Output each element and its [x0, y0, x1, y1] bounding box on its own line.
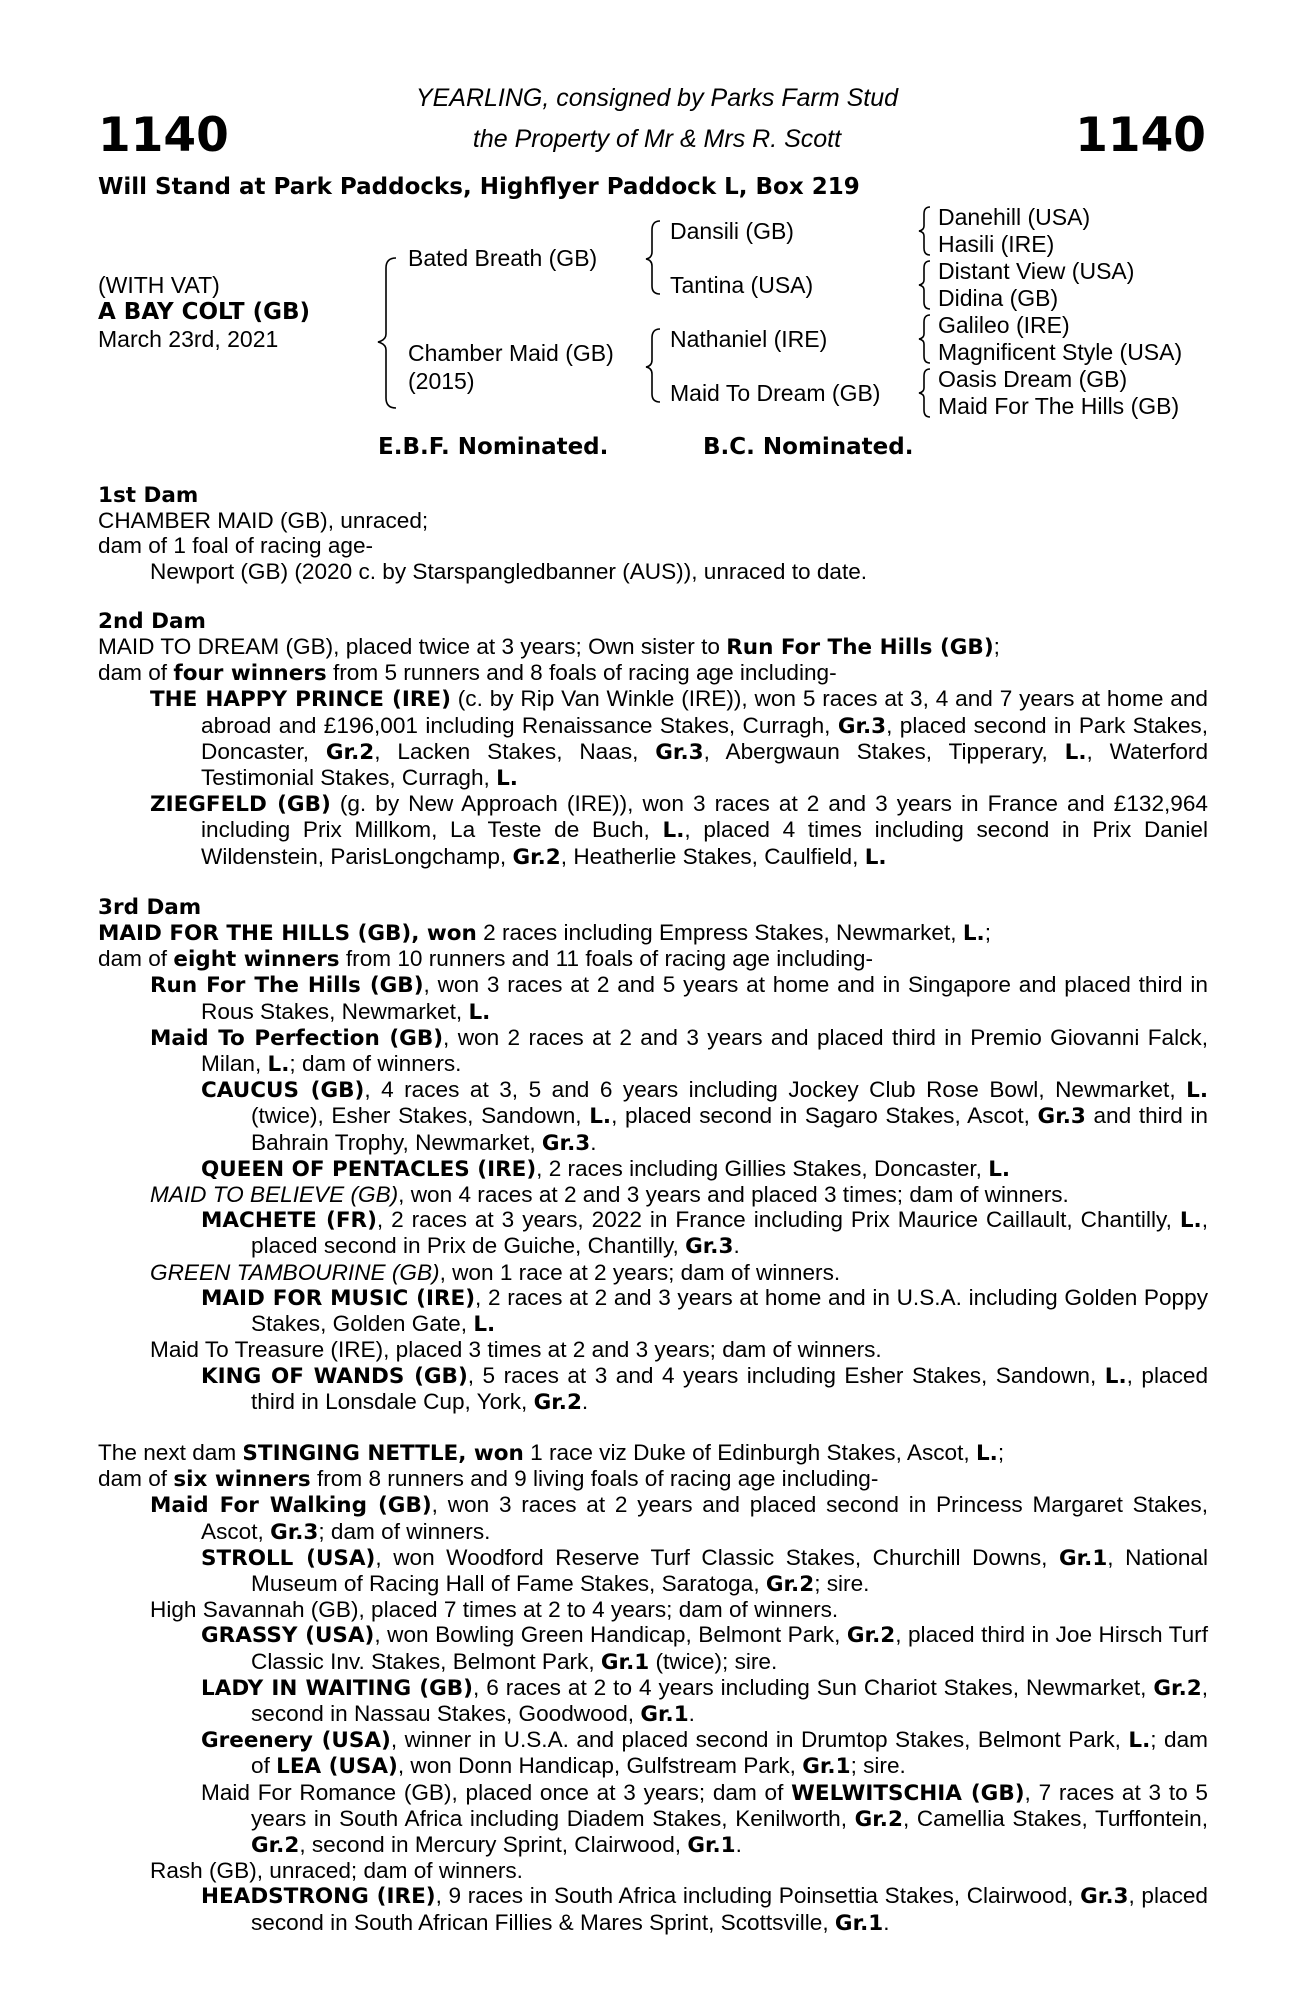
bracket-g3-4	[919, 369, 930, 417]
bracket-g3-3	[919, 315, 930, 363]
produce-maid-for-music: MAID FOR MUSIC (IRE), 2 races at 2 and 3 years at home and in U.S.A. including Golden Poppy Stakes, Golden Gate, L.	[201, 1284, 1208, 1338]
gen3-8: Maid For The Hills (GB)	[938, 393, 1180, 419]
bracket-g3-1	[919, 207, 930, 255]
foaling-date: March 23rd, 2021	[98, 326, 279, 352]
first-dam-heading: 1st Dam	[98, 483, 199, 508]
produce-grassy: GRASSY (USA), won Bowling Green Handicap, Belmont Park, Gr.2, placed third in Joe Hirsch Turf Classic Inv. Stakes, Belmont Park, Gr.1 (twice); sire.	[201, 1622, 1208, 1675]
stand-location: Will Stand at Park Paddocks, Highflyer Paddock L, Box 219	[98, 174, 860, 200]
produce-lady-in-waiting: LADY IN WAITING (GB), 6 races at 2 to 4 years including Sun Chariot Stakes, Newmarket, Gr.2, second in Nassau Stakes, Goodwood, Gr.1.	[201, 1674, 1208, 1727]
produce-caucus: CAUCUS (GB), 4 races at 3, 5 and 6 years including Jockey Club Rose Bowl, Newmarket, L. (twice), Esher Stakes, Sandown, L., placed second in Sagaro Stakes, Ascot, Gr.3 and third in Bahrain Trophy, Newmarket, Gr.3.	[201, 1077, 1208, 1156]
bracket-gen1	[378, 258, 396, 408]
produce-maid-to-perfection: Maid To Perfection (GB), won 2 races at 2 and 3 years and placed third in Premio Giovanni Falck, Milan, L.; dam of winners.	[150, 1024, 1208, 1078]
dam-dam: Maid To Dream (GB)	[670, 380, 881, 406]
produce-maid-to-believe: MAID TO BELIEVE (GB), won 4 races at 2 and 3 years and placed 3 times; dam of winners.	[150, 1182, 1069, 1208]
produce-the-happy-prince: THE HAPPY PRINCE (IRE) (c. by Rip Van Winkle (IRE)), won 5 races at 3, 4 and 7 years at home and abroad and £196,001 including Renaissance Stakes, Curragh, Gr.3, placed second in Park Stakes, Doncaster, Gr.2, Lacken Stakes, Naas, Gr.3, Abergwaun Stakes, Tipperary, L., Waterford Testimonial Stakes, Curragh, L.	[150, 686, 1209, 792]
gen3-6: Magnificent Style (USA)	[938, 339, 1183, 365]
sire-dam: Tantina (USA)	[670, 272, 814, 298]
bracket-sire	[646, 221, 660, 294]
consignment-line-2: the Property of Mr & Mrs R. Scott	[472, 125, 842, 153]
lot-number-left: 1140	[98, 108, 229, 163]
gen3-5: Galileo (IRE)	[938, 312, 1070, 338]
second-dam-record: dam of four winners from 5 runners and 8 foals of racing age including-	[98, 660, 837, 687]
produce-maid-for-walking: Maid For Walking (GB), won 3 races at 2 years and placed second in Princess Margaret Stakes, Ascot, Gr.3; dam of winners.	[150, 1492, 1208, 1545]
produce-run-for-the-hills: Run For The Hills (GB), won 3 races at 2 and 5 years at home and in Singapore and placed third in Rous Stakes, Newmarket, L.	[150, 972, 1208, 1025]
produce-stroll: STROLL (USA), won Woodford Reserve Turf Classic Stakes, Churchill Downs, Gr.1, National Museum of Racing Hall of Fame Stakes, Saratoga, Gr.2; sire.	[201, 1544, 1208, 1597]
second-dam-heading: 2nd Dam	[98, 608, 206, 634]
produce-greenery: Greenery (USA), winner in U.S.A. and placed second in Drumtop Stakes, Belmont Park, L.; dam of LEA (USA), won Donn Handicap, Gulfstream Park, Gr.1; sire.	[201, 1727, 1208, 1780]
produce-headstrong: HEADSTRONG (IRE), 9 races in South Africa including Poinsettia Stakes, Clairwood, Gr.3, placed second in South African Fillies & Mares Sprint, Scottsville, Gr.1.	[201, 1883, 1208, 1936]
bc-nomination: B.C. Nominated.	[703, 434, 914, 460]
dam: Chamber Maid (GB)	[408, 340, 614, 366]
consignment-line-1: YEARLING, consigned by Parks Farm Stud	[415, 84, 899, 112]
dam-year: (2015)	[408, 368, 475, 394]
produce-high-savannah: High Savannah (GB), placed 7 times at 2 to 4 years; dam of winners.	[150, 1597, 839, 1623]
third-dam-heading: 3rd Dam	[98, 894, 202, 920]
first-dam-produce: Newport (GB) (2020 c. by Starspangledbanner (AUS)), unraced to date.	[150, 558, 868, 584]
gen3-1: Danehill (USA)	[938, 204, 1091, 230]
gen3-3: Distant View (USA)	[938, 258, 1135, 284]
lot-number-right: 1140	[1075, 108, 1206, 163]
second-dam-intro: MAID TO DREAM (GB), placed twice at 3 years; Own sister to Run For The Hills (GB);	[98, 634, 1000, 661]
produce-green-tambourine: GREEN TAMBOURINE (GB), won 1 race at 2 years; dam of winners.	[150, 1259, 841, 1285]
gen3-2: Hasili (IRE)	[938, 231, 1055, 257]
bracket-dam	[646, 329, 660, 402]
sire-sire: Dansili (GB)	[670, 218, 794, 244]
first-dam-line1: CHAMBER MAID (GB), unraced;	[98, 508, 429, 534]
dam-sire: Nathaniel (IRE)	[670, 326, 828, 352]
bracket-g3-2	[919, 261, 930, 309]
next-dam-intro: The next dam STINGING NETTLE, won 1 race viz Duke of Edinburgh Stakes, Ascot, L.;	[98, 1439, 1005, 1466]
produce-king-of-wands: KING OF WANDS (GB), 5 races at 3 and 4 years including Esher Stakes, Sandown, L., placed third in Lonsdale Cup, York, Gr.2.	[201, 1362, 1209, 1415]
third-dam-intro: MAID FOR THE HILLS (GB), won 2 races including Empress Stakes, Newmarket, L.;	[98, 920, 991, 947]
gen3-4: Didina (GB)	[938, 285, 1059, 311]
produce-machete: MACHETE (FR), 2 races at 3 years, 2022 in France including Prix Maurice Caillault, Chantilly, L., placed second in Prix de Guiche, Chantilly, Gr.3.	[201, 1207, 1208, 1260]
catalogue-body	[98, 483, 1208, 1936]
produce-maid-for-romance: Maid For Romance (GB), placed once at 3 years; dam of WELWITSCHIA (GB), 7 races at 3 to 5 years in South Africa including Diadem Stakes, Kenilworth, Gr.2, Camellia Stakes, Turffontein, Gr.2, second in Mercury Sprint, Clairwood, Gr.1.	[201, 1779, 1208, 1858]
third-dam-record: dam of eight winners from 10 runners and 11 foals of racing age including-	[98, 946, 873, 973]
first-dam-line2: dam of 1 foal of racing age-	[98, 533, 374, 559]
sire: Bated Breath (GB)	[408, 245, 598, 271]
vat-note: (WITH VAT)	[98, 272, 220, 298]
produce-rash: Rash (GB), unraced; dam of winners.	[150, 1858, 523, 1884]
horse-name: A BAY COLT (GB)	[98, 299, 311, 325]
ebf-nomination: E.B.F. Nominated.	[378, 434, 609, 460]
produce-ziegfeld: ZIEGFELD (GB) (g. by New Approach (IRE)), won 3 races at 2 and 3 years in France and £132,964 including Prix Millkom, La Teste de Buch, L., placed 4 times including second in Prix Daniel Wildenstein, ParisLongchamp, Gr.2, Heatherlie Stakes, Caulfield, L.	[150, 791, 1209, 870]
produce-queen-of-pentacles: QUEEN OF PENTACLES (IRE), 2 races including Gillies Stakes, Doncaster, L.	[201, 1155, 1011, 1182]
next-dam-record: dam of six winners from 8 runners and 9 living foals of racing age including-	[98, 1466, 879, 1493]
produce-maid-to-treasure: Maid To Treasure (IRE), placed 3 times at 2 and 3 years; dam of winners.	[150, 1337, 882, 1363]
gen3-7: Oasis Dream (GB)	[938, 366, 1128, 392]
